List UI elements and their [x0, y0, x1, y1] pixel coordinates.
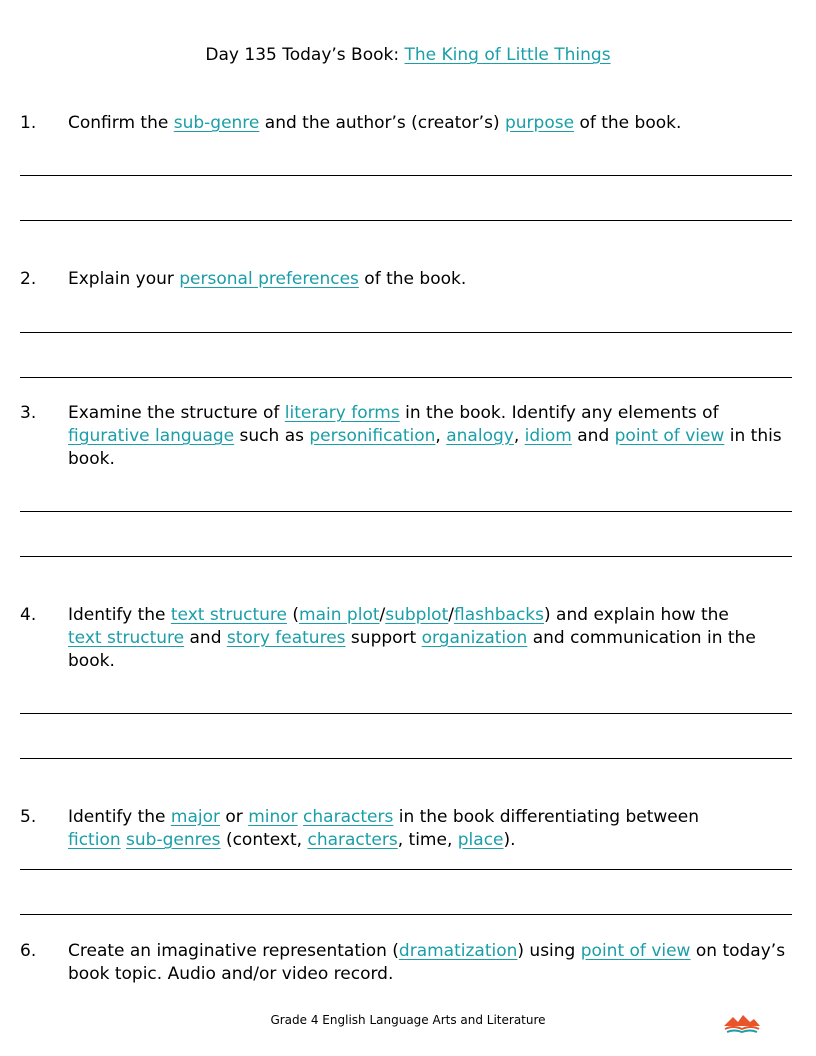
question-line	[68, 268, 800, 291]
question-text	[68, 806, 800, 852]
question-line	[68, 829, 800, 852]
question-text-segment: Identify the	[68, 605, 171, 625]
question-text-segment: on today’s	[690, 941, 786, 961]
question-text-segment: (	[287, 605, 300, 625]
answer-line[interactable]	[20, 332, 792, 333]
question-text-segment: book.	[68, 651, 115, 671]
title-prefix: Day 135 Today’s Book:	[205, 45, 405, 65]
question-text-segment: /	[448, 605, 454, 625]
question-number: 4.	[20, 605, 37, 625]
vocabulary-link[interactable]: characters	[307, 830, 398, 850]
question-text-segment: Identify the	[68, 807, 171, 827]
question-text-segment: Confirm the	[68, 113, 174, 133]
question-text-segment: and	[184, 628, 227, 648]
vocabulary-link[interactable]: fiction	[68, 830, 121, 850]
question-line	[68, 806, 800, 829]
answer-line[interactable]	[20, 556, 792, 557]
question-number: 2.	[20, 269, 37, 289]
question-text-segment: or	[219, 807, 249, 827]
question-text-segment: Create an imaginative representation (	[68, 941, 399, 961]
vocabulary-link[interactable]: flashbacks	[454, 605, 545, 625]
question-line	[68, 604, 800, 627]
vocabulary-link[interactable]: organization	[421, 628, 528, 648]
question-number: 5.	[20, 807, 37, 827]
question-6	[20, 940, 800, 986]
question-text-segment: book topic. Audio and/or video record.	[68, 964, 394, 984]
vocabulary-link[interactable]: personification	[309, 426, 436, 446]
vocabulary-link[interactable]: point of view	[614, 426, 725, 446]
question-4	[20, 604, 800, 673]
vocabulary-link[interactable]: main plot	[299, 605, 380, 625]
answer-line[interactable]	[20, 377, 792, 378]
question-number: 1.	[20, 113, 37, 133]
question-text-segment: in the book. Identify any elements of	[399, 403, 719, 423]
vocabulary-link[interactable]: dramatization	[398, 941, 518, 961]
question-text-segment: , time,	[397, 830, 458, 850]
question-text-segment: support	[345, 628, 422, 648]
vocabulary-link[interactable]: story features	[226, 628, 346, 648]
question-text-segment: ,	[513, 426, 525, 446]
page-title	[0, 43, 816, 67]
question-line	[68, 940, 800, 963]
vocabulary-link[interactable]: sub-genre	[173, 113, 260, 133]
footer-text: Grade 4 English Language Arts and Literature	[270, 1013, 546, 1027]
question-line	[68, 627, 800, 650]
answer-line[interactable]	[20, 220, 792, 221]
vocabulary-link[interactable]: major	[170, 807, 220, 827]
question-number: 6.	[20, 941, 37, 961]
question-line	[68, 402, 800, 425]
question-2	[20, 268, 800, 291]
question-5	[20, 806, 800, 852]
vocabulary-link[interactable]: text structure	[170, 605, 287, 625]
vocabulary-link[interactable]: point of view	[580, 941, 691, 961]
question-text	[68, 402, 800, 471]
question-text-segment: ,	[435, 426, 447, 446]
question-line	[68, 963, 800, 986]
book-title-link[interactable]: The King of Little Things	[404, 45, 611, 65]
vocabulary-link[interactable]: purpose	[504, 113, 575, 133]
question-text-segment: Explain your	[68, 269, 180, 289]
question-text-segment: /	[379, 605, 386, 625]
answer-line[interactable]	[20, 713, 792, 714]
question-text	[68, 268, 800, 291]
question-text-segment: ).	[503, 830, 516, 850]
vocabulary-link[interactable]: idiom	[524, 426, 572, 446]
question-text	[68, 940, 800, 986]
vocabulary-link[interactable]: text structure	[68, 628, 185, 648]
vocabulary-link[interactable]: characters	[303, 807, 394, 827]
question-text-segment: of the book.	[358, 269, 467, 289]
vocabulary-link[interactable]: place	[457, 830, 504, 850]
question-line	[68, 425, 800, 448]
answer-line[interactable]	[20, 869, 792, 870]
answer-line[interactable]	[20, 914, 792, 915]
vocabulary-link[interactable]: personal preferences	[179, 269, 359, 289]
question-text-segment: such as	[234, 426, 310, 446]
answer-line[interactable]	[20, 758, 792, 759]
question-line	[68, 448, 800, 471]
question-text-segment: and communication in the	[527, 628, 756, 648]
answer-line[interactable]	[20, 511, 792, 512]
vocabulary-link[interactable]: literary forms	[284, 403, 400, 423]
question-text-segment: ) using	[517, 941, 581, 961]
question-text-segment: (context,	[220, 830, 308, 850]
mountain-book-logo-icon	[722, 1012, 762, 1036]
vocabulary-link[interactable]: minor	[248, 807, 298, 827]
question-text-segment: of the book.	[574, 113, 682, 133]
question-text	[68, 604, 800, 673]
question-1	[20, 112, 800, 135]
question-number: 3.	[20, 403, 37, 423]
question-text-segment: ) and explain how the	[544, 605, 729, 625]
question-text	[68, 112, 800, 135]
question-text-segment: Examine the structure of	[68, 403, 285, 423]
question-text-segment: and the author’s (creator’s)	[259, 113, 505, 133]
question-text-segment: in the book differentiating between	[393, 807, 699, 827]
vocabulary-link[interactable]: subplot	[385, 605, 449, 625]
vocabulary-link[interactable]: figurative language	[68, 426, 235, 446]
question-text-segment: book.	[68, 449, 115, 469]
question-3	[20, 402, 800, 471]
question-text-segment: in this	[724, 426, 782, 446]
question-line	[68, 112, 800, 135]
question-text-segment: and	[571, 426, 615, 446]
answer-line[interactable]	[20, 175, 792, 176]
vocabulary-link[interactable]: analogy	[446, 426, 514, 446]
vocabulary-link[interactable]: sub-genres	[126, 830, 221, 850]
question-line	[68, 650, 800, 673]
